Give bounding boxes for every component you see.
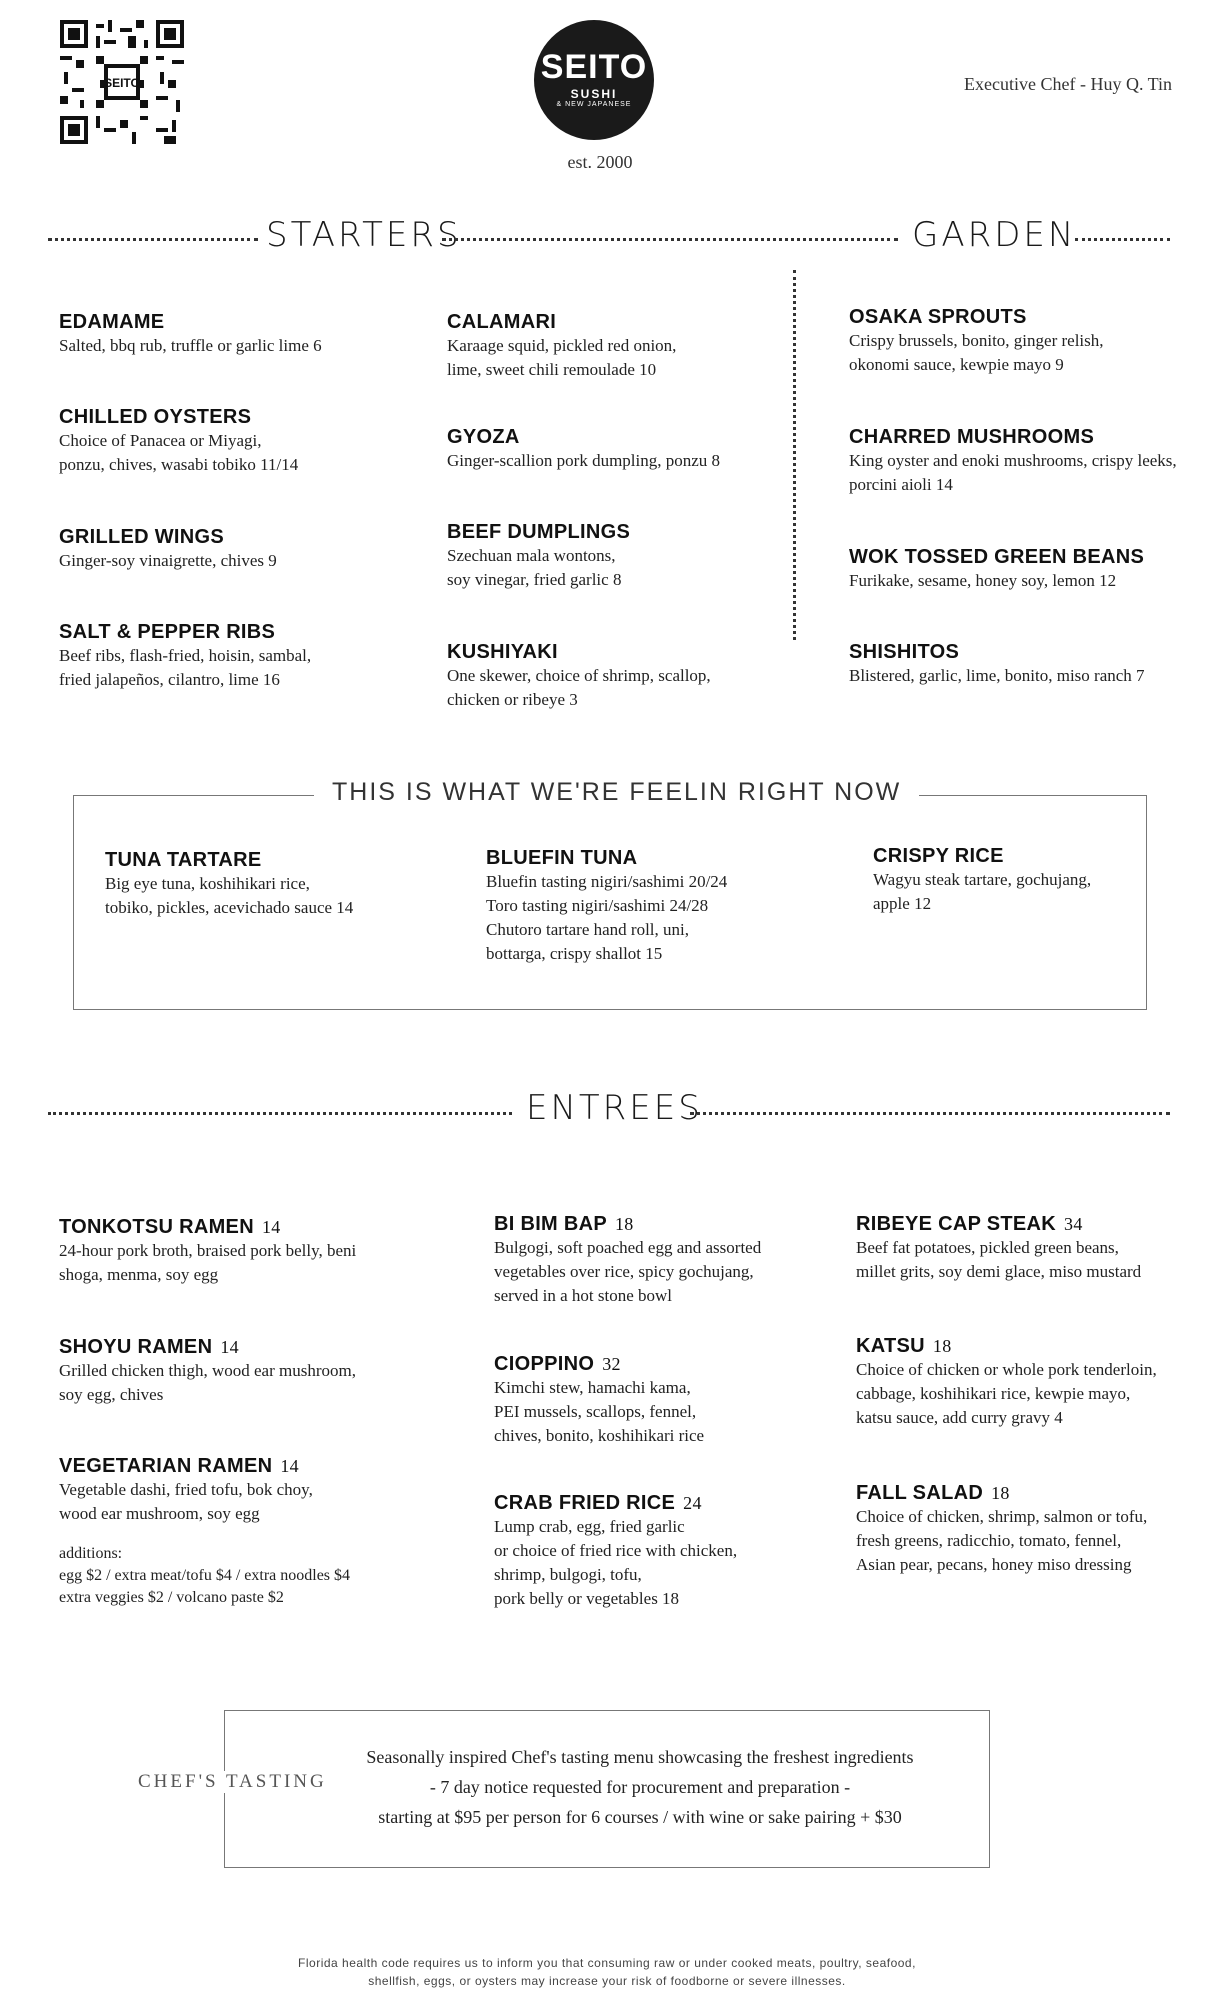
menu-item (447, 425, 827, 473)
divider-dots (442, 238, 898, 241)
item-description: Furikake, sesame, honey soy, lemon 12 (849, 571, 1117, 590)
item-name: BEEF DUMPLINGS (447, 521, 631, 543)
item-price: 14 (261, 1217, 281, 1237)
menu-item (447, 640, 827, 712)
item-description: Crispy brussels, bonito, ginger relish, okonomi sauce, kewpie mayo 9 (849, 331, 1104, 374)
additions-line-2: extra veggies $2 / volcano paste $2 (59, 1589, 284, 1606)
item-name: VEGETARIAN RAMEN (59, 1455, 273, 1477)
section-title-garden: GARDEN (912, 215, 1077, 255)
item-name: SHOYU RAMEN (59, 1336, 213, 1358)
item-description: Big eye tuna, koshihikari rice, tobiko, pickles, acevichado sauce 14 (105, 874, 354, 917)
item-description: One skewer, choice of shrimp, scallop, chicken or ribeye 3 (447, 666, 711, 709)
additions-line-1: egg $2 / extra meat/tofu $4 / extra noodles $4 (59, 1567, 351, 1584)
menu-item (849, 640, 1189, 688)
item-description: King oyster and enoki mushrooms, crispy leeks, porcini aioli 14 (849, 451, 1177, 494)
item-name: GYOZA (447, 426, 520, 448)
logo-sub: SUSHI (570, 87, 618, 101)
tasting-line-3: starting at $95 per person for 6 courses / with wine or sake pairing + $30 (378, 1807, 902, 1827)
menu-item (856, 1481, 1196, 1577)
menu-item (59, 1215, 459, 1287)
restaurant-logo (534, 20, 654, 140)
item-description: Kimchi stew, hamachi kama, PEI mussels, scallops, fennel, chives, bonito, koshihikari rice (494, 1378, 705, 1445)
item-price: 34 (1064, 1214, 1083, 1234)
tasting-description (300, 1742, 980, 1832)
item-name: CHARRED MUSHROOMS (849, 426, 1095, 448)
divider-dots (48, 238, 258, 241)
item-description: Lump crab, egg, fried garlic or choice of fried rice with chicken, shrimp, bulgogi, tofu, pork belly or vegetables 18 (494, 1517, 738, 1608)
item-description: Bulgogi, soft poached egg and assorted vegetables over rice, spicy gochujang, served in a hot stone bowl (494, 1238, 762, 1305)
item-name: TUNA TARTARE (105, 849, 262, 871)
item-name: FALL SALAD (856, 1482, 984, 1504)
menu-item (447, 520, 827, 592)
item-name: TONKOTSU RAMEN (59, 1216, 254, 1238)
divider-dots (1075, 238, 1170, 241)
item-name: EDAMAME (59, 311, 165, 333)
svg-text:SEITO: SEITO (104, 76, 140, 91)
item-description: Karaage squid, pickled red onion, lime, sweet chili remoulade 10 (447, 336, 677, 379)
menu-item (849, 545, 1189, 593)
item-description: Ginger-scallion pork dumpling, ponzu 8 (447, 451, 721, 470)
qr-code[interactable] (60, 20, 184, 144)
item-name: WOK TOSSED GREEN BEANS (849, 546, 1145, 568)
feature-box-title: THIS IS WHAT WE'RE FEELIN RIGHT NOW (314, 778, 919, 807)
item-description: 24-hour pork broth, braised pork belly, beni shoga, menma, soy egg (59, 1241, 357, 1284)
additions (59, 1543, 479, 1609)
item-name: CRAB FRIED RICE (494, 1492, 676, 1514)
menu-item (494, 1212, 834, 1308)
item-name: GRILLED WINGS (59, 526, 225, 548)
menu-item (494, 1491, 834, 1611)
item-price: 14 (220, 1337, 239, 1357)
item-name: SALT & PEPPER RIBS (59, 621, 276, 643)
logo-tag: & NEW JAPANESE (556, 101, 632, 108)
item-description: Bluefin tasting nigiri/sashimi 20/24 Toro tasting nigiri/sashimi 24/28 Chutoro tartare hand roll, uni, bottarga, crispy shallot 15 (486, 872, 728, 963)
menu-item (59, 620, 439, 692)
item-name: KUSHIYAKI (447, 641, 558, 663)
item-price: 24 (683, 1493, 702, 1513)
item-price: 14 (280, 1456, 299, 1476)
item-name: BLUEFIN TUNA (486, 847, 638, 869)
item-name: BI BIM BAP (494, 1213, 607, 1235)
divider-dots (48, 1112, 512, 1115)
item-name: CRISPY RICE (873, 845, 1004, 867)
item-price: 18 (615, 1214, 634, 1234)
item-description: Szechuan mala wontons, soy vinegar, fried garlic 8 (447, 546, 622, 589)
menu-item (59, 525, 439, 573)
item-name: KATSU (856, 1335, 925, 1357)
menu-item (873, 844, 1133, 916)
health-disclaimer (0, 1954, 1214, 1990)
item-description: Choice of Panacea or Miyagi, ponzu, chives, wasabi tobiko 11/14 (59, 431, 299, 474)
item-description: Choice of chicken, shrimp, salmon or tofu, fresh greens, radicchio, tomato, fennel, Asian pear, pecans, honey miso dressing (856, 1507, 1148, 1574)
section-title-starters: STARTERS (266, 215, 462, 255)
item-description: Beef fat potatoes, pickled green beans, millet grits, soy demi glace, miso mustard (856, 1238, 1142, 1281)
item-name: CALAMARI (447, 311, 557, 333)
menu-item (849, 305, 1189, 377)
menu-item (856, 1334, 1196, 1430)
tasting-label: CHEF'S TASTING (128, 1771, 337, 1793)
item-description: Ginger-soy vinaigrette, chives 9 (59, 551, 277, 570)
tasting-line-1: Seasonally inspired Chef's tasting menu showcasing the freshest ingredients (366, 1747, 914, 1767)
item-price: 18 (991, 1483, 1010, 1503)
item-description: Grilled chicken thigh, wood ear mushroom, soy egg, chives (59, 1361, 356, 1404)
item-price: 18 (932, 1336, 952, 1356)
divider-dots (690, 1112, 1170, 1115)
tasting-line-2: - 7 day notice requested for procurement and preparation - (429, 1777, 851, 1797)
item-description: Choice of chicken or whole pork tenderloin, cabbage, koshihikari rice, kewpie mayo, katsu sauce, add curry gravy 4 (856, 1360, 1157, 1427)
item-description: Vegetable dashi, fried tofu, bok choy, wood ear mushroom, soy egg (59, 1480, 313, 1523)
item-description: Beef ribs, flash-fried, hoisin, sambal, fried jalapeños, cilantro, lime 16 (59, 646, 312, 689)
menu-item (494, 1352, 834, 1448)
menu-item (105, 848, 465, 920)
additions-label: additions: (59, 1545, 123, 1562)
menu-item (856, 1212, 1196, 1284)
item-description: Blistered, garlic, lime, bonito, miso ranch 7 (849, 666, 1145, 685)
executive-chef: Executive Chef - Huy Q. Tin (964, 74, 1172, 94)
section-title-entrees: ENTREES (526, 1088, 703, 1128)
established-text: est. 2000 (567, 152, 633, 172)
disclaimer-line-1: Florida health code requires us to inform you that consuming raw or under cooked meats, poultry, seafood, (298, 1956, 916, 1970)
menu-item (59, 1454, 459, 1526)
menu-item (849, 425, 1189, 497)
menu-item (447, 310, 827, 382)
menu-item (59, 405, 439, 477)
item-name: OSAKA SPROUTS (849, 306, 1027, 328)
item-name: CIOPPINO (494, 1353, 595, 1375)
item-description: Wagyu steak tartare, gochujang, apple 12 (873, 870, 1092, 913)
item-name: SHISHITOS (849, 641, 960, 663)
item-description: Salted, bbq rub, truffle or garlic lime 6 (59, 336, 322, 355)
menu-item (486, 846, 846, 966)
menu-item (59, 310, 439, 358)
item-price: 32 (602, 1354, 621, 1374)
logo-name: SEITO (540, 48, 648, 86)
item-name: CHILLED OYSTERS (59, 406, 252, 428)
menu-item (59, 1335, 459, 1407)
item-name: RIBEYE CAP STEAK (856, 1213, 1057, 1235)
disclaimer-line-2: shellfish, eggs, or oysters may increase your risk of foodborne or severe illnesses. (368, 1974, 846, 1988)
